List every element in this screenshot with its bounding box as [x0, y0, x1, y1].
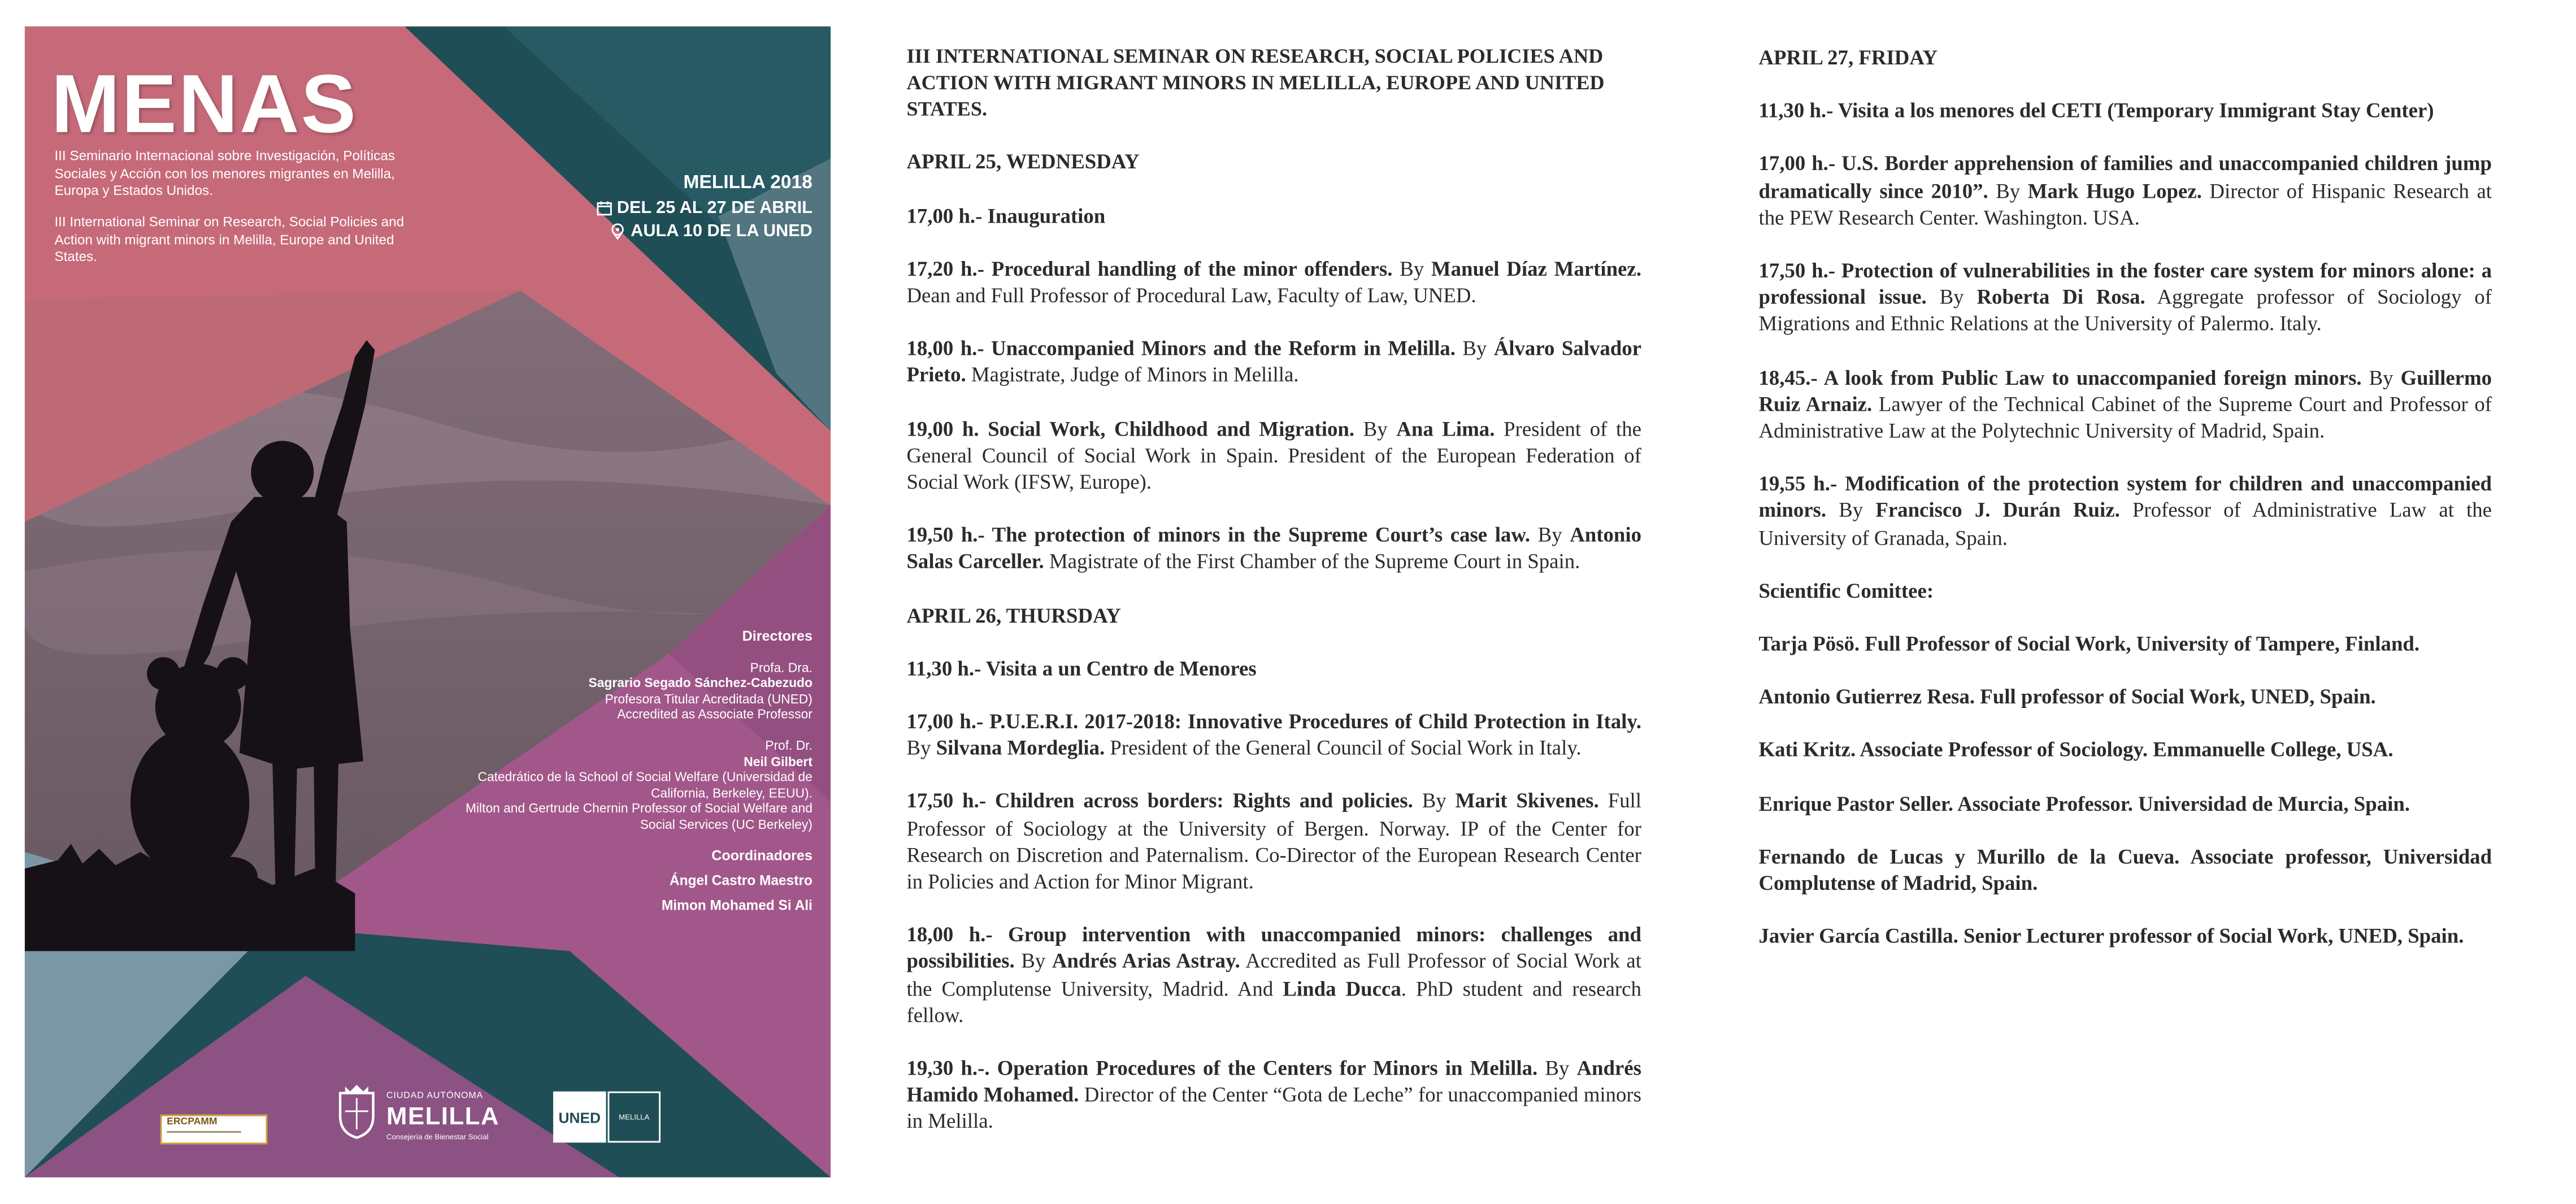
director1-accreditation: Accredited as Associate Professor — [617, 707, 813, 723]
session-item: 17,00 h.- U.S. Border apprehension of families and unaccompanied children jump dramatically since 2010”. By Mark Hugo Lopez. Director of Hispanic Research at the PEW Research Center. Washington. USA. — [1758, 153, 2492, 229]
event-city: MELILLA 2018 — [683, 173, 813, 193]
session-item: 18,45.- A look from Public Law to unaccompanied foreign minors. By Guillermo Ruiz Arnaiz. Lawyer of the Technical Cabinet of the Supreme Court and Professor of Administrative Law at the Polytechnic University of Madrid, Spain. — [1758, 366, 2492, 443]
melilla-logo-top: CIUDAD AUTÓNOMA — [386, 1091, 484, 1102]
poster-title: MENAS — [51, 58, 358, 150]
director2-name: Neil Gilbert — [744, 754, 813, 769]
calendar-icon — [596, 200, 612, 216]
melilla-logo-name: MELILLA — [386, 1103, 500, 1131]
director2-role: Catedrático de la School of Social Welfare (Universidad de California, Berkeley, EEUU). — [477, 770, 813, 801]
director1-name: Sagrario Segado Sánchez-Cabezudo — [588, 675, 813, 691]
director1-role: Profesora Titular Acreditada (UNED) — [605, 691, 813, 707]
director1-title: Profa. Dra. — [750, 659, 813, 675]
seminar-poster — [25, 27, 831, 1177]
uned-melilla-box: MELILLA — [607, 1092, 661, 1143]
coordinators-heading: Coordinadores — [711, 846, 813, 863]
session-item: 11,30 h.- Visita a los menores del CETI (Temporary Immigrant Stay Center) — [1758, 99, 2434, 123]
session-item: 19,30 h.-. Operation Procedures of the Centers for Minors in Melilla. By Andrés Hamido Mohamed. Director of the Center “Gota de Leche” for unaccompanied minors in Melilla. — [906, 1057, 1641, 1134]
committee-member: Javier García Castilla. Senior Lecturer professor of Social Work, UNED, Spain. — [1758, 925, 2464, 949]
director2-chair: Milton and Gertrude Chernin Professor of Social Welfare and Social Services (UC Berkeley) — [466, 801, 813, 832]
day2-heading: APRIL 26, THURSDAY — [906, 603, 1121, 627]
session-item: 18,00 h.- Group intervention with unaccompanied minors: challenges and possibilities. By Andrés Arias Astray. Accredited as Full Professor of Social Work at the Complutense University, Madrid. And Linda Ducca. PhD student and research fellow. — [906, 923, 1641, 1027]
program-heading: III INTERNATIONAL SEMINAR ON RESEARCH, SOCIAL POLICIES AND ACTION WITH MIGRANT MINORS IN MELILLA, EUROPE AND UNITED STATES. — [906, 44, 1605, 120]
event-dates-row — [596, 197, 813, 220]
crest-icon — [335, 1083, 378, 1139]
session-item: 17,50 h.- Children across borders: Rights and policies. By Marit Skivenes. Full Professor of Sociology at the University of Bergen. Norway. IP of the Center for Research on Discretion and Paternalism. Co-Director of the European Research Center in Policies and Action for Minor Migrant. — [906, 790, 1641, 894]
session-item: 18,00 h.- Unaccompanied Minors and the Reform in Melilla. By Álvaro Salvador Prieto. Magistrate, Judge of Minors in Melilla. — [906, 337, 1641, 388]
event-venue: AULA 10 DE LA UNED — [631, 221, 813, 241]
session-item: 11,30 h.- Visita a un Centro de Menores — [906, 657, 1257, 680]
session-item: 19,50 h.- The protection of minors in the Supreme Court’s case law. By Antonio Salas Carceller. Magistrate of the First Chamber of the Supreme Court in Spain. — [906, 524, 1642, 574]
committee-heading: Scientific Comittee: — [1758, 579, 1934, 603]
session-item: 17,00 h.- P.U.E.R.I. 2017-2018: Innovative Procedures of Child Protection in Italy. By Silvana Mordeglia. President of the General Council of Social Work in Italy. — [906, 710, 1641, 760]
uned-logo: UNED — [553, 1092, 606, 1143]
day3-heading: APRIL 27, FRIDAY — [1758, 46, 1938, 69]
event-venue-row — [596, 220, 813, 243]
committee-member: Fernando de Lucas y Murillo de la Cueva. Associate professor, Universidad Complutense of Madrid, Spain. — [1758, 845, 2492, 896]
committee-member: Tarja Pösö. Full Professor of Social Work, University of Tampere, Finland. — [1758, 632, 2420, 656]
location-pin-icon — [609, 223, 625, 240]
coordinator1-name: Ángel Castro Maestro — [669, 872, 813, 889]
coordinator2-name: Mimon Mohamed Si Ali — [661, 897, 813, 914]
session-item: 17,50 h.- Protection of vulnerabilities in the foster care system for minors alone: a professional issue. By Roberta Di Rosa. Aggregate professor of Sociology of Migrations and Ethnic Relations at the University of Palermo. Italy. — [1758, 259, 2492, 336]
poster-subtitle-spanish: III Seminario Internacional sobre Investigación, Políticas Sociales y Acción con los menores migrantes en Melilla, Europa y Estados Unidos. — [54, 147, 395, 198]
ercpamm-logo: ERCPAMM — [160, 1115, 267, 1145]
directors-heading: Directores — [742, 627, 813, 644]
committee-member: Enrique Pastor Seller. Associate Professor. Universidad de Murcia, Spain. — [1758, 792, 2410, 815]
session-item: 17,20 h.- Procedural handling of the minor offenders. By Manuel Díaz Martínez. Dean and Full Professor of Procedural Law, Faculty of Law, UNED. — [906, 257, 1641, 307]
event-dates: DEL 25 AL 27 DE ABRIL — [616, 198, 813, 218]
committee-member: Kati Kritz. Associate Professor of Sociology. Emmanuelle College, USA. — [1758, 738, 2393, 762]
poster-credits — [433, 629, 813, 918]
program-column-1 — [906, 45, 1641, 1162]
committee-member: Antonio Gutierrez Resa. Full professor of Social Work, UNED, Spain. — [1758, 685, 2376, 709]
director2-title: Prof. Dr. — [765, 738, 813, 753]
event-details — [596, 172, 813, 243]
program-column-2 — [1758, 45, 2492, 977]
day1-heading: APRIL 25, WEDNESDAY — [906, 151, 1140, 175]
session-item: 19,00 h. Social Work, Childhood and Migration. By Ana Lima. President of the General Council of Social Work in Spain. President of the European Federation of Social Work (IFSW, Europe). — [906, 417, 1641, 494]
session-item: 19,55 h.- Modification of the protection system for children and unaccompanied minors. By Francisco J. Durán Ruiz. Professor of Administrative Law at the University of Granada, Spain. — [1758, 472, 2492, 550]
poster-subtitle-english: III International Seminar on Research, Social Policies and Action with migrant minors in Melilla, Europe and United States. — [54, 213, 405, 264]
session-item: 17,00 h.- Inauguration — [906, 204, 1106, 228]
melilla-logo-subtitle: Consejería de Bienestar Social — [386, 1132, 489, 1141]
